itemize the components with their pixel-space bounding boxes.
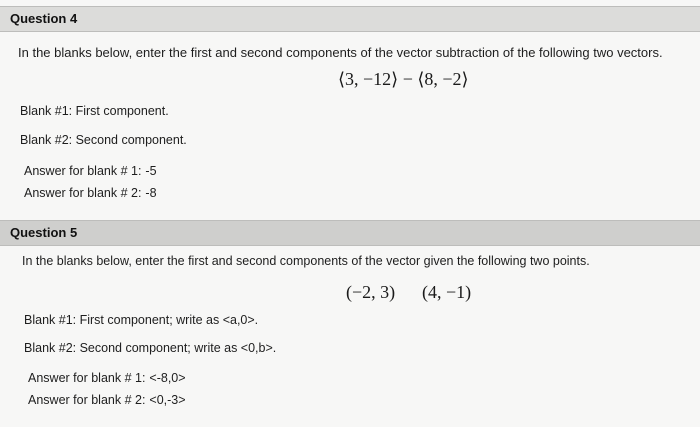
question-4-prompt: In the blanks below, enter the first and second components of the vector subtraction of the following two vectors. — [18, 45, 663, 60]
answer-2-value: <0,-3> — [149, 393, 186, 407]
answer-1-value: <-8,0> — [149, 371, 186, 385]
question-5-point-1: (−2, 3) — [346, 282, 396, 302]
answer-2-label: Answer for blank # 2: — [24, 186, 142, 200]
question-5-prompt: In the blanks below, enter the first and second components of the vector given the following two points. — [22, 254, 590, 268]
question-4-blank-2-instruction: Blank #2: Second component. — [20, 133, 187, 147]
question-4-title: Question 4 — [10, 11, 78, 26]
answer-1-label: Answer for blank # 1: — [24, 164, 142, 178]
question-5-answer-2 — [28, 389, 186, 411]
question-5-title: Question 5 — [10, 225, 78, 240]
question-4-answer-2 — [24, 182, 157, 204]
answer-1-value: -5 — [145, 164, 157, 178]
question-5-answers — [28, 367, 186, 411]
question-5-blank-1-instruction: Blank #1: First component; write as <a,0>. — [24, 313, 259, 327]
answer-2-value: -8 — [145, 186, 157, 200]
question-5-point-2: (4, −1) — [422, 282, 472, 302]
question-4-answers — [24, 160, 157, 204]
question-4-blank-1-instruction: Blank #1: First component. — [20, 104, 169, 118]
question-4-header — [0, 6, 700, 32]
question-5-header — [0, 220, 700, 246]
question-4-answer-1 — [24, 160, 157, 182]
question-5-blank-2-instruction: Blank #2: Second component; write as <0,b>. — [24, 341, 277, 355]
answer-2-label: Answer for blank # 2: — [28, 393, 146, 407]
question-4-expression: ⟨3, −12⟩ − ⟨8, −2⟩ — [338, 69, 469, 89]
question-5-answer-1 — [28, 367, 186, 389]
answer-1-label: Answer for blank # 1: — [28, 371, 146, 385]
